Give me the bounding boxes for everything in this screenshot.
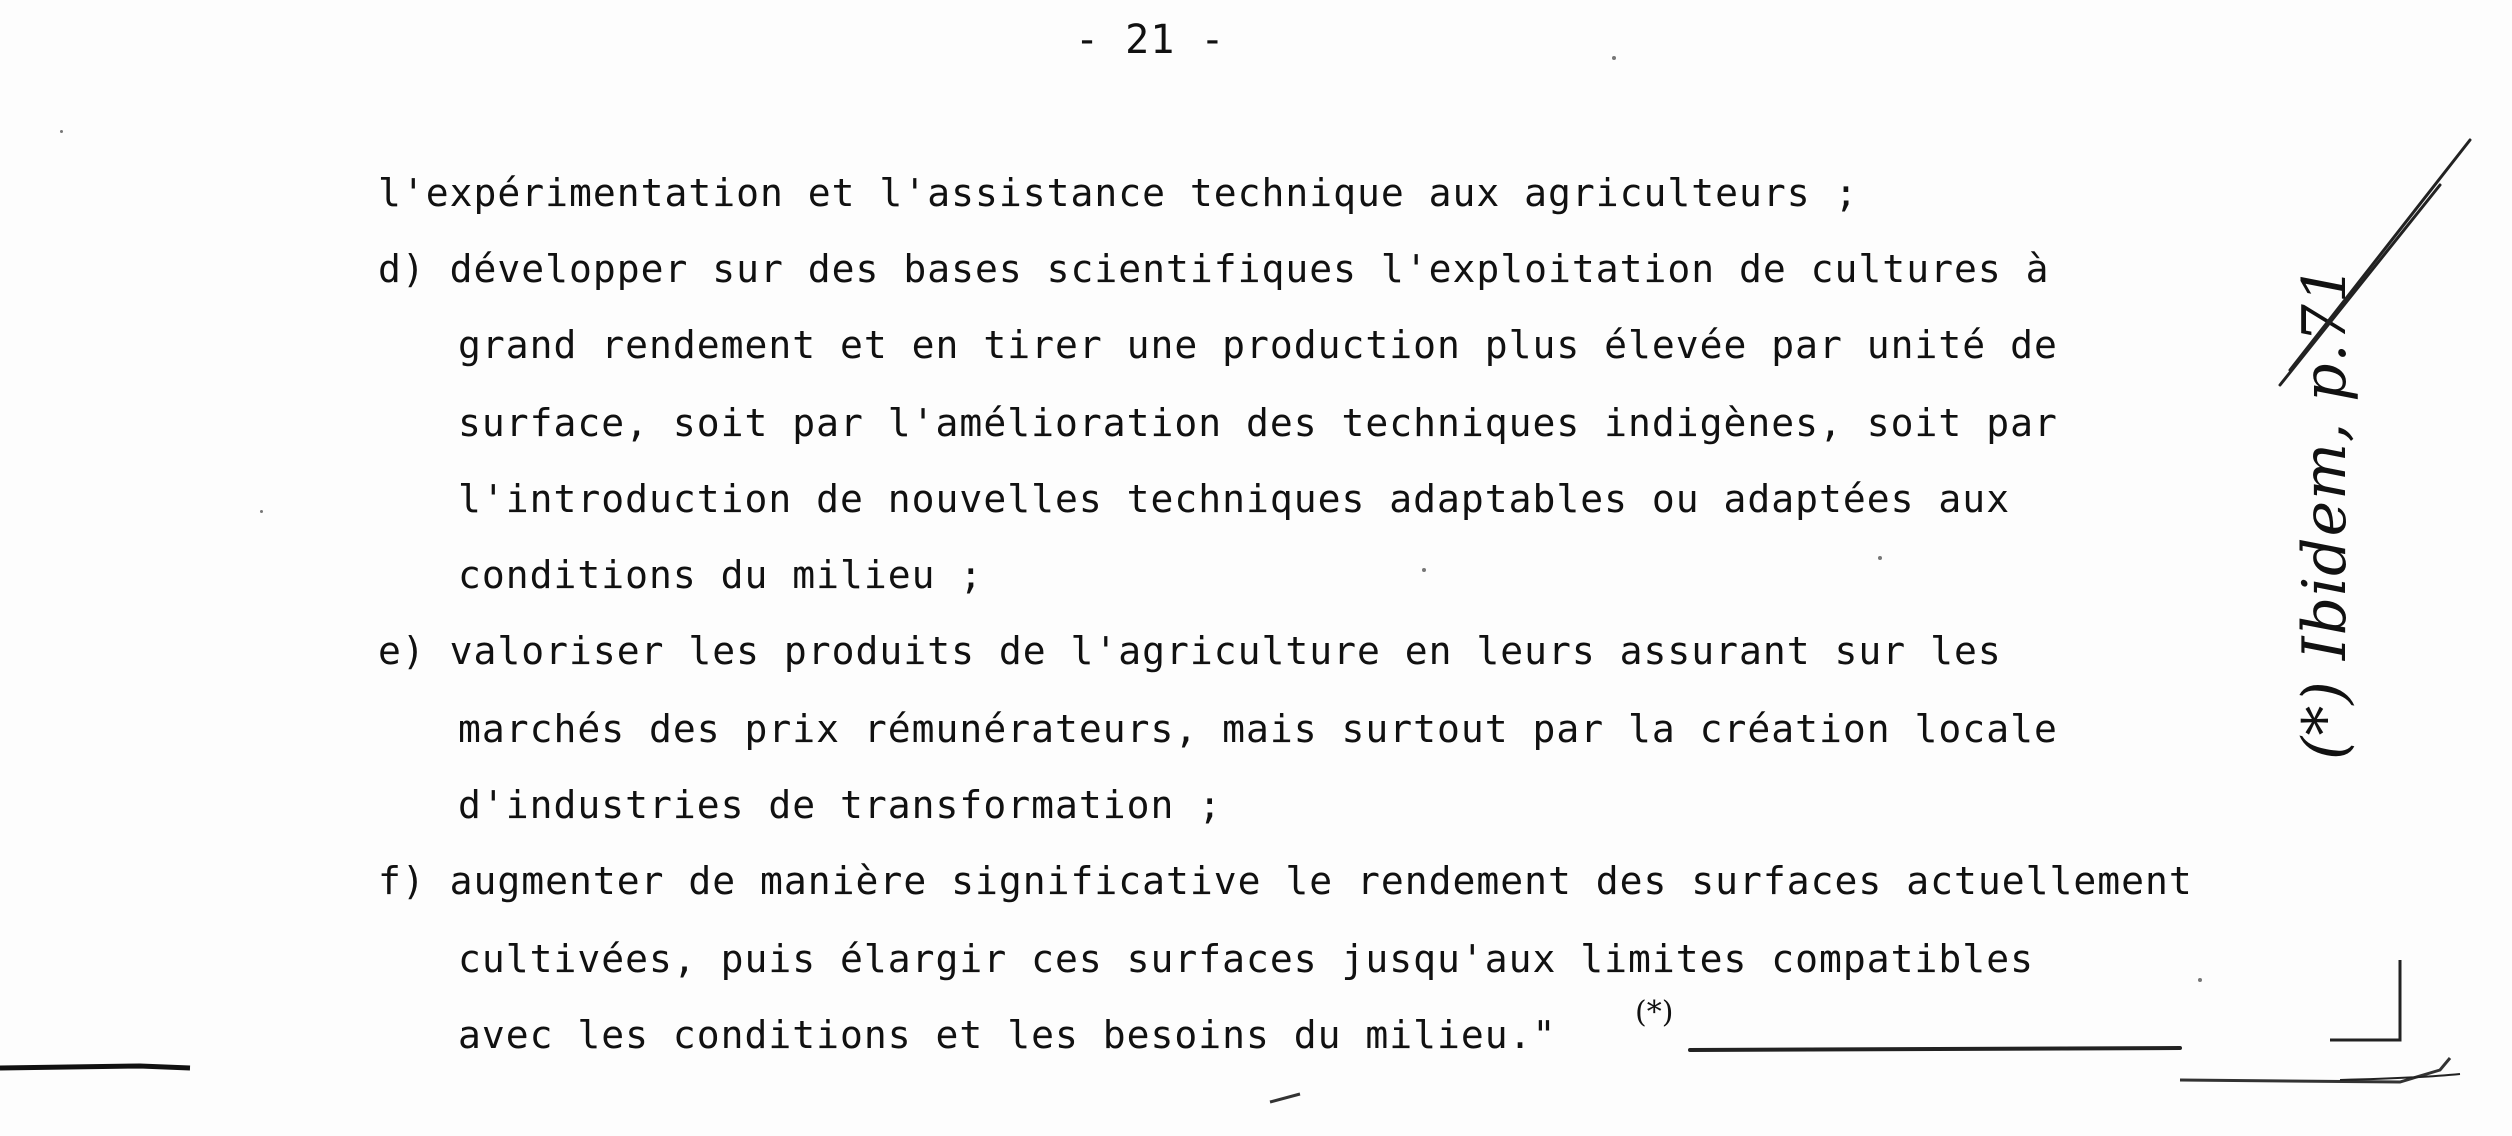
text-line-11: cultivées, puis élargir ces surfaces jusqu'aux limites compatibles (458, 937, 2034, 981)
ink-speck (1422, 568, 1426, 572)
text-line-6: conditions du milieu ; (458, 553, 984, 597)
ink-speck (60, 130, 63, 133)
ink-speck (1612, 56, 1616, 60)
text-line-9: d'industries de transformation ; (458, 783, 1223, 827)
footnote-underline (1690, 1048, 2180, 1050)
text-line-10: f) augmenter de manière significative le rendement des surfaces actuellement (378, 859, 2193, 903)
text-line-4: surface, soit par l'amélioration des techniques indigènes, soit par (458, 401, 2058, 445)
footnote-mark: (*) (1635, 995, 1674, 1030)
text-line-8: marchés des prix rémunérateurs, mais surtout par la création locale (458, 707, 2058, 751)
ink-speck (2198, 978, 2202, 982)
page-number: - 21 - (1075, 17, 1226, 63)
diagonal-slash-mark-2 (2280, 185, 2440, 385)
text-line-3: grand rendement et en tirer une production plus élevée par unité de (458, 323, 2058, 367)
ink-speck (1878, 556, 1882, 560)
text-line-1: l'expérimentation et l'assistance technique aux agriculteurs ; (378, 171, 1859, 215)
margin-bracket (2330, 960, 2400, 1040)
pen-tick (1270, 1094, 1300, 1102)
scan-edge-stroke (2340, 1074, 2460, 1080)
diagonal-slash-mark (2290, 140, 2470, 370)
margin-note: (*) Ibidem, p.71 (2290, 264, 2360, 760)
text-line-5: l'introduction de nouvelles techniques adaptables ou adaptées aux (458, 477, 2011, 521)
text-line-12: avec les conditions et les besoins du milieu." (458, 1013, 1557, 1057)
ink-speck (260, 510, 263, 513)
text-line-7: e) valoriser les produits de l'agriculture en leurs assurant sur les (378, 629, 2002, 673)
scan-edge-left (0, 1066, 190, 1068)
text-line-2: d) développer sur des bases scientifiques l'exploitation de cultures à (378, 247, 2050, 291)
